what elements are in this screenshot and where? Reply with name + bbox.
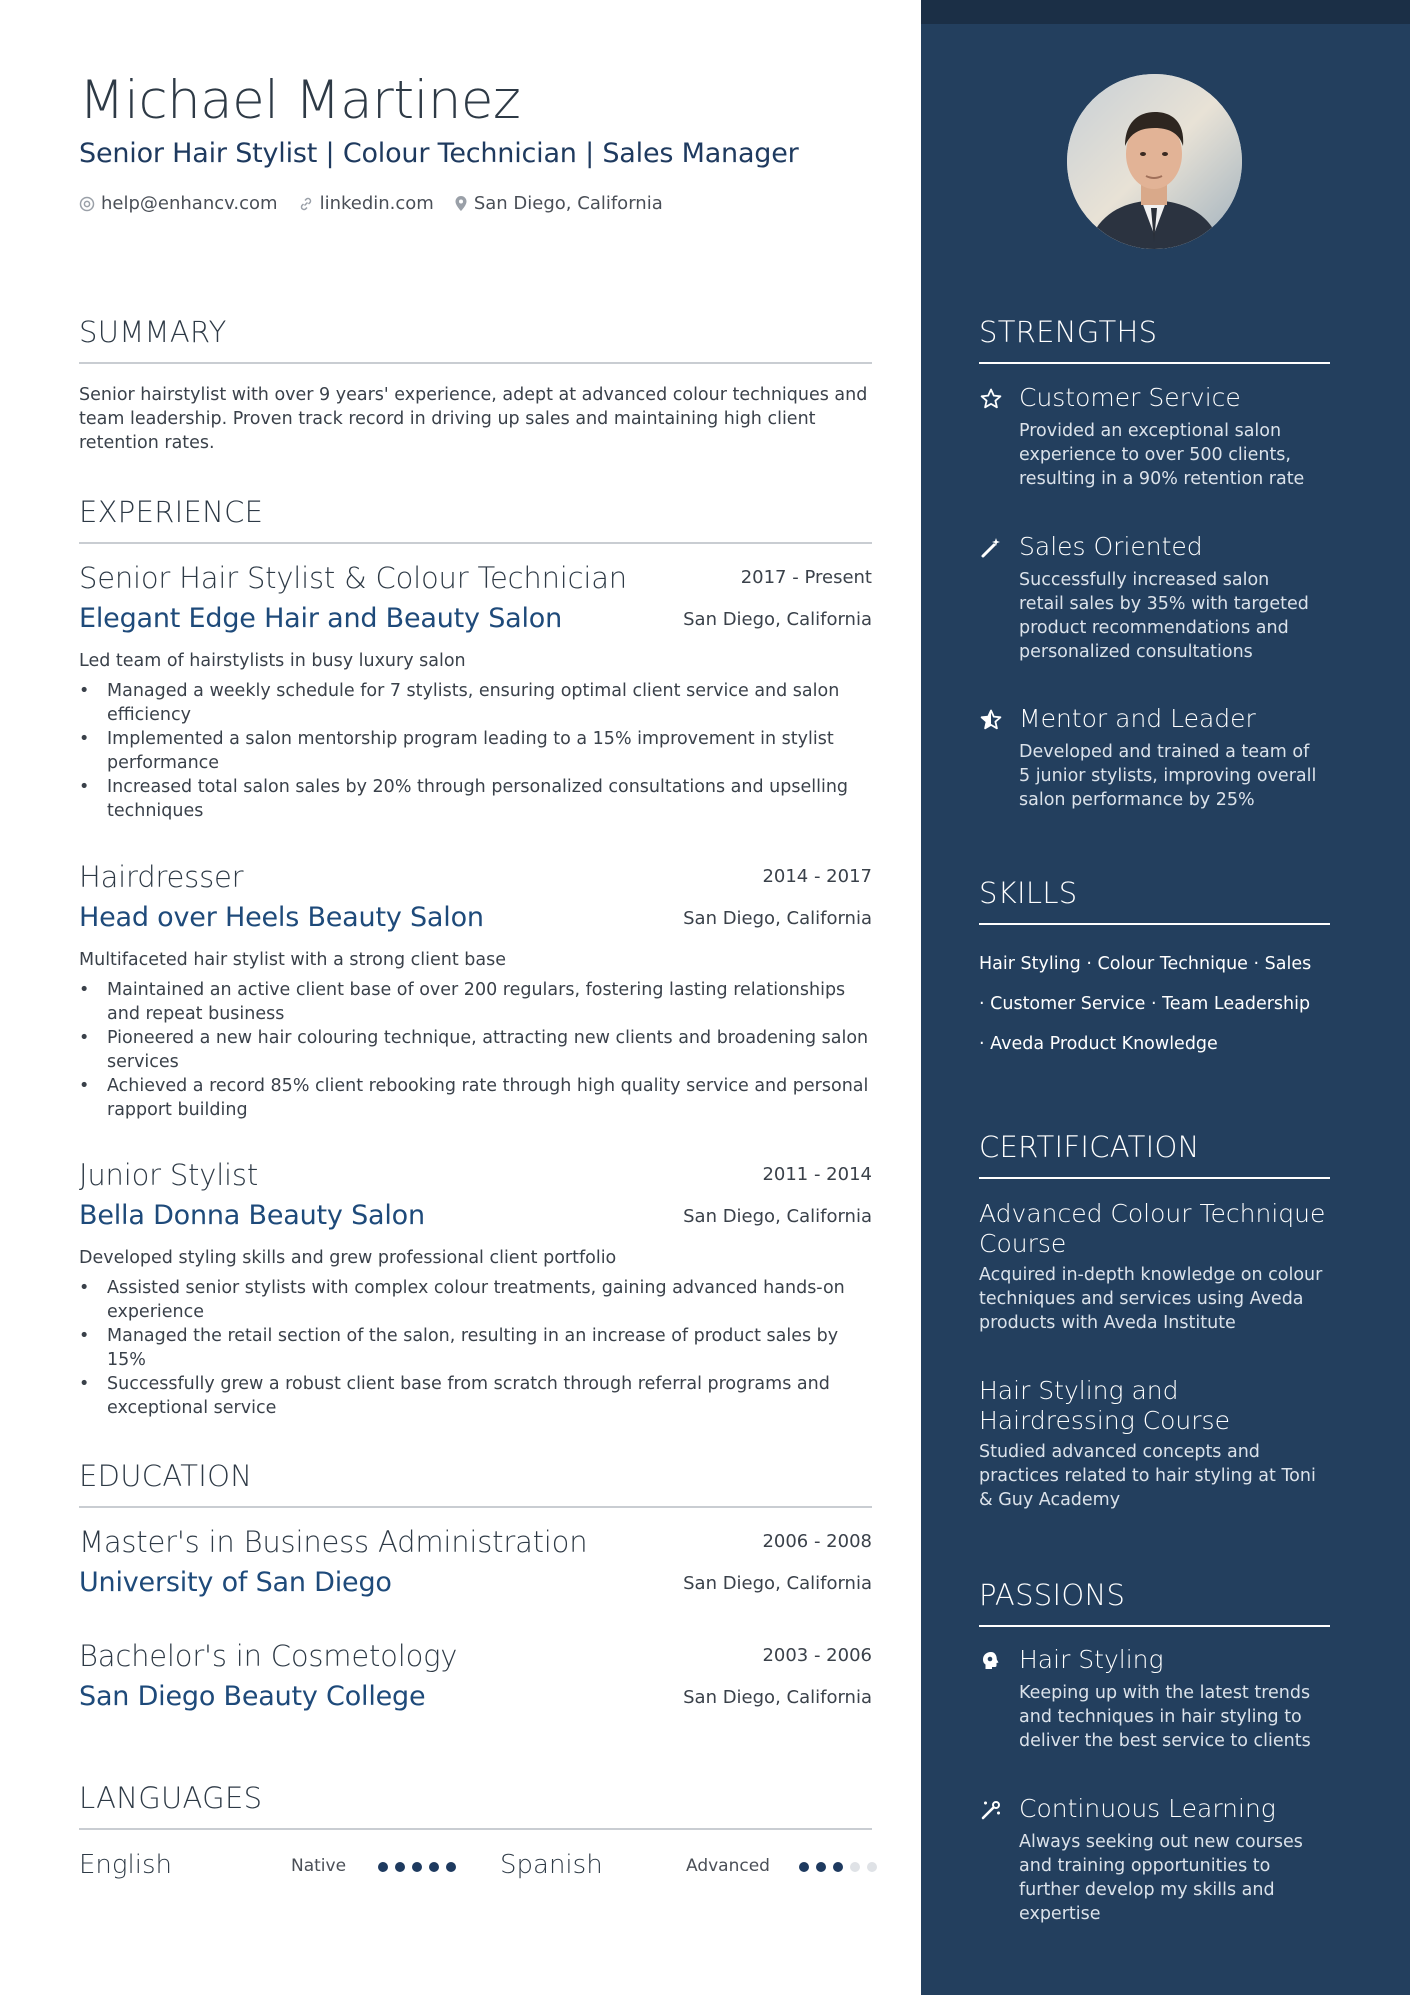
strength-title: Customer Service — [1019, 383, 1241, 412]
education-date: 2003 - 2006 — [762, 1645, 872, 1666]
passions-heading: PASSIONS — [979, 1578, 1126, 1612]
passion-item — [979, 1645, 1330, 1765]
school-location: San Diego, California — [683, 1573, 872, 1594]
job-bullets — [79, 1276, 872, 1420]
star-outline-icon — [979, 387, 1003, 411]
star-half-icon — [979, 708, 1003, 732]
strength-description: Successfully increased salon retail sales by 35% with targeted product recommendations and personalized consultations — [1019, 570, 1309, 662]
proficiency-dot-filled — [446, 1862, 456, 1872]
skill-tag: Customer Service — [990, 994, 1146, 1014]
proficiency-dot-empty — [850, 1862, 860, 1872]
language-name: English — [79, 1850, 172, 1880]
skill-separator: · — [979, 994, 991, 1014]
linkedin-text: linkedin.com — [319, 193, 434, 214]
strength-title: Mentor and Leader — [1019, 704, 1256, 733]
contact-info — [79, 193, 683, 214]
language-level: Native — [291, 1856, 347, 1876]
experience-entry — [79, 860, 872, 1130]
certification-item — [979, 1199, 1330, 1335]
strength-title: Sales Oriented — [1019, 532, 1203, 561]
job-location: San Diego, California — [683, 908, 872, 929]
education-date: 2006 - 2008 — [762, 1531, 872, 1552]
job-bullet: • Managed a weekly schedule for 7 stylists, ensuring optimal client service and salon efficiency — [79, 679, 872, 727]
experience-divider — [79, 542, 872, 544]
proficiency-dot-empty — [867, 1862, 877, 1872]
passions-divider — [979, 1625, 1330, 1627]
school-location: San Diego, California — [683, 1687, 872, 1708]
summary-heading: SUMMARY — [79, 315, 227, 349]
degree-title: Master's in Business Administration — [79, 1525, 588, 1559]
contact-location — [454, 193, 663, 214]
skill-tag: Colour Technique — [1097, 954, 1248, 974]
job-bullet: • Maintained an active client base of over 200 regulars, fostering lasting relationships and repeat business — [79, 978, 872, 1026]
strength-item — [979, 704, 1330, 824]
education-divider — [79, 1506, 872, 1508]
job-bullets — [79, 679, 872, 823]
proficiency-dot-filled — [833, 1862, 843, 1872]
contact-linkedin[interactable] — [298, 193, 434, 214]
skill-separator: · — [1247, 954, 1265, 974]
school-name: San Diego Beauty College — [79, 1681, 426, 1712]
job-bullet: • Managed the retail section of the salon, resulting in an increase of product sales by 15% — [79, 1324, 872, 1372]
skill-tag: Aveda Product Knowledge — [990, 1034, 1218, 1054]
languages-divider — [79, 1828, 872, 1830]
job-bullet: • Successfully grew a robust client base from scratch through referral programs and exceptional service — [79, 1372, 872, 1420]
job-bullet: • Increased total salon sales by 20% through personalized consultations and upselling techniques — [79, 775, 872, 823]
language-level: Advanced — [686, 1856, 770, 1876]
summary-divider — [79, 362, 872, 364]
skill-tag: Team Leadership — [1162, 994, 1311, 1014]
proficiency-dot-filled — [378, 1862, 388, 1872]
summary-text: Senior hairstylist with over 9 years' experience, adept at advanced colour techniques and team leadership. Proven track record in driving up sales and maintaining high client retention rates. — [79, 385, 868, 453]
certification-title: Hair Styling and Hairdressing Course — [979, 1376, 1230, 1435]
job-location: San Diego, California — [683, 609, 872, 630]
contact-email[interactable] — [79, 193, 278, 214]
language-name: Spanish — [500, 1850, 603, 1880]
passion-item — [979, 1794, 1330, 1924]
degree-title: Bachelor's in Cosmetology — [79, 1639, 458, 1673]
strength-item — [979, 532, 1330, 672]
certification-description: Acquired in-depth knowledge on colour techniques and services using Aveda products with Aveda Institute — [979, 1265, 1323, 1333]
job-company: Head over Heels Beauty Salon — [79, 902, 484, 933]
certification-title: Advanced Colour Technique Course — [979, 1199, 1326, 1258]
experience-heading: EXPERIENCE — [79, 495, 264, 529]
link-icon — [298, 196, 314, 212]
candidate-name: Michael Martinez — [79, 70, 521, 131]
learning-icon — [979, 1798, 1003, 1822]
job-title: Hairdresser — [79, 860, 244, 894]
at-icon — [79, 196, 95, 212]
job-description: Developed styling skills and grew professional client portfolio — [79, 1248, 617, 1268]
location-pin-icon — [454, 195, 468, 212]
job-company: Elegant Edge Hair and Beauty Salon — [79, 603, 563, 634]
languages-list — [79, 1850, 872, 1882]
passion-title: Hair Styling — [1019, 1645, 1164, 1674]
job-bullet: • Achieved a record 85% client rebooking rate through high quality service and personal rapport building — [79, 1074, 872, 1122]
passion-description: Always seeking out new courses and training opportunities to further develop my skills and expertise — [1019, 1832, 1303, 1924]
strength-item — [979, 383, 1330, 503]
skill-tag: Hair Styling — [979, 954, 1081, 974]
language-proficiency-dots — [799, 1862, 884, 1872]
certification-heading: CERTIFICATION — [979, 1130, 1200, 1164]
skills-heading: SKILLS — [979, 876, 1078, 910]
sidebar — [921, 0, 1410, 1995]
proficiency-dot-filled — [412, 1862, 422, 1872]
job-date: 2014 - 2017 — [762, 866, 872, 887]
job-bullet: • Implemented a salon mentorship program leading to a 15% improvement in stylist performance — [79, 727, 872, 775]
candidate-headline: Senior Hair Stylist | Colour Technician | Sales Manager — [79, 138, 799, 169]
profile-photo — [1067, 74, 1242, 249]
certification-item — [979, 1376, 1330, 1512]
avatar — [1067, 74, 1242, 249]
strength-description: Developed and trained a team of 5 junior stylists, improving overall salon performance by 25% — [1019, 742, 1317, 810]
education-entry — [79, 1525, 872, 1605]
sidebar-top-band — [921, 0, 1410, 24]
proficiency-dot-filled — [429, 1862, 439, 1872]
job-title: Senior Hair Stylist & Colour Technician — [79, 561, 627, 595]
job-bullet: • Pioneered a new hair colouring technique, attracting new clients and broadening salon services — [79, 1026, 872, 1074]
certification-description: Studied advanced concepts and practices related to hair styling at Toni & Guy Academy — [979, 1442, 1316, 1510]
passion-title: Continuous Learning — [1019, 1794, 1276, 1823]
job-date: 2017 - Present — [740, 567, 872, 588]
job-location: San Diego, California — [683, 1206, 872, 1227]
language-proficiency-dots — [378, 1862, 463, 1872]
job-bullets — [79, 978, 872, 1122]
head-brain-icon — [979, 1649, 1003, 1673]
experience-entry — [79, 561, 872, 831]
proficiency-dot-filled — [816, 1862, 826, 1872]
magic-wand-icon — [979, 536, 1003, 560]
experience-entry — [79, 1158, 872, 1428]
job-bullet: • Assisted senior stylists with complex colour treatments, gaining advanced hands-on experience — [79, 1276, 872, 1324]
proficiency-dot-filled — [799, 1862, 809, 1872]
strength-description: Provided an exceptional salon experience to over 500 clients, resulting in a 90% retention rate — [1019, 421, 1305, 489]
skill-separator: · — [979, 1034, 991, 1054]
education-heading: EDUCATION — [79, 1459, 253, 1493]
job-description: Multifaceted hair stylist with a strong client base — [79, 950, 506, 970]
job-date: 2011 - 2014 — [762, 1164, 872, 1185]
skills-divider — [979, 923, 1330, 925]
passion-description: Keeping up with the latest trends and techniques in hair styling to deliver the best service to clients — [1019, 1683, 1311, 1751]
skill-separator: · — [1080, 954, 1098, 974]
job-title: Junior Stylist — [79, 1158, 258, 1192]
strengths-heading: STRENGTHS — [979, 315, 1158, 349]
school-name: University of San Diego — [79, 1567, 392, 1598]
skill-separator: · — [1145, 994, 1163, 1014]
job-company: Bella Donna Beauty Salon — [79, 1200, 425, 1231]
proficiency-dot-filled — [395, 1862, 405, 1872]
location-text: San Diego, California — [473, 193, 663, 214]
strengths-divider — [979, 362, 1330, 364]
languages-heading: LANGUAGES — [79, 1781, 263, 1815]
education-entry — [79, 1639, 872, 1719]
job-description: Led team of hairstylists in busy luxury salon — [79, 651, 466, 671]
certification-divider — [979, 1177, 1330, 1179]
skills-list — [979, 944, 1319, 1064]
skill-tag: Sales — [1264, 954, 1312, 974]
email-text: help@enhancv.com — [101, 193, 278, 214]
